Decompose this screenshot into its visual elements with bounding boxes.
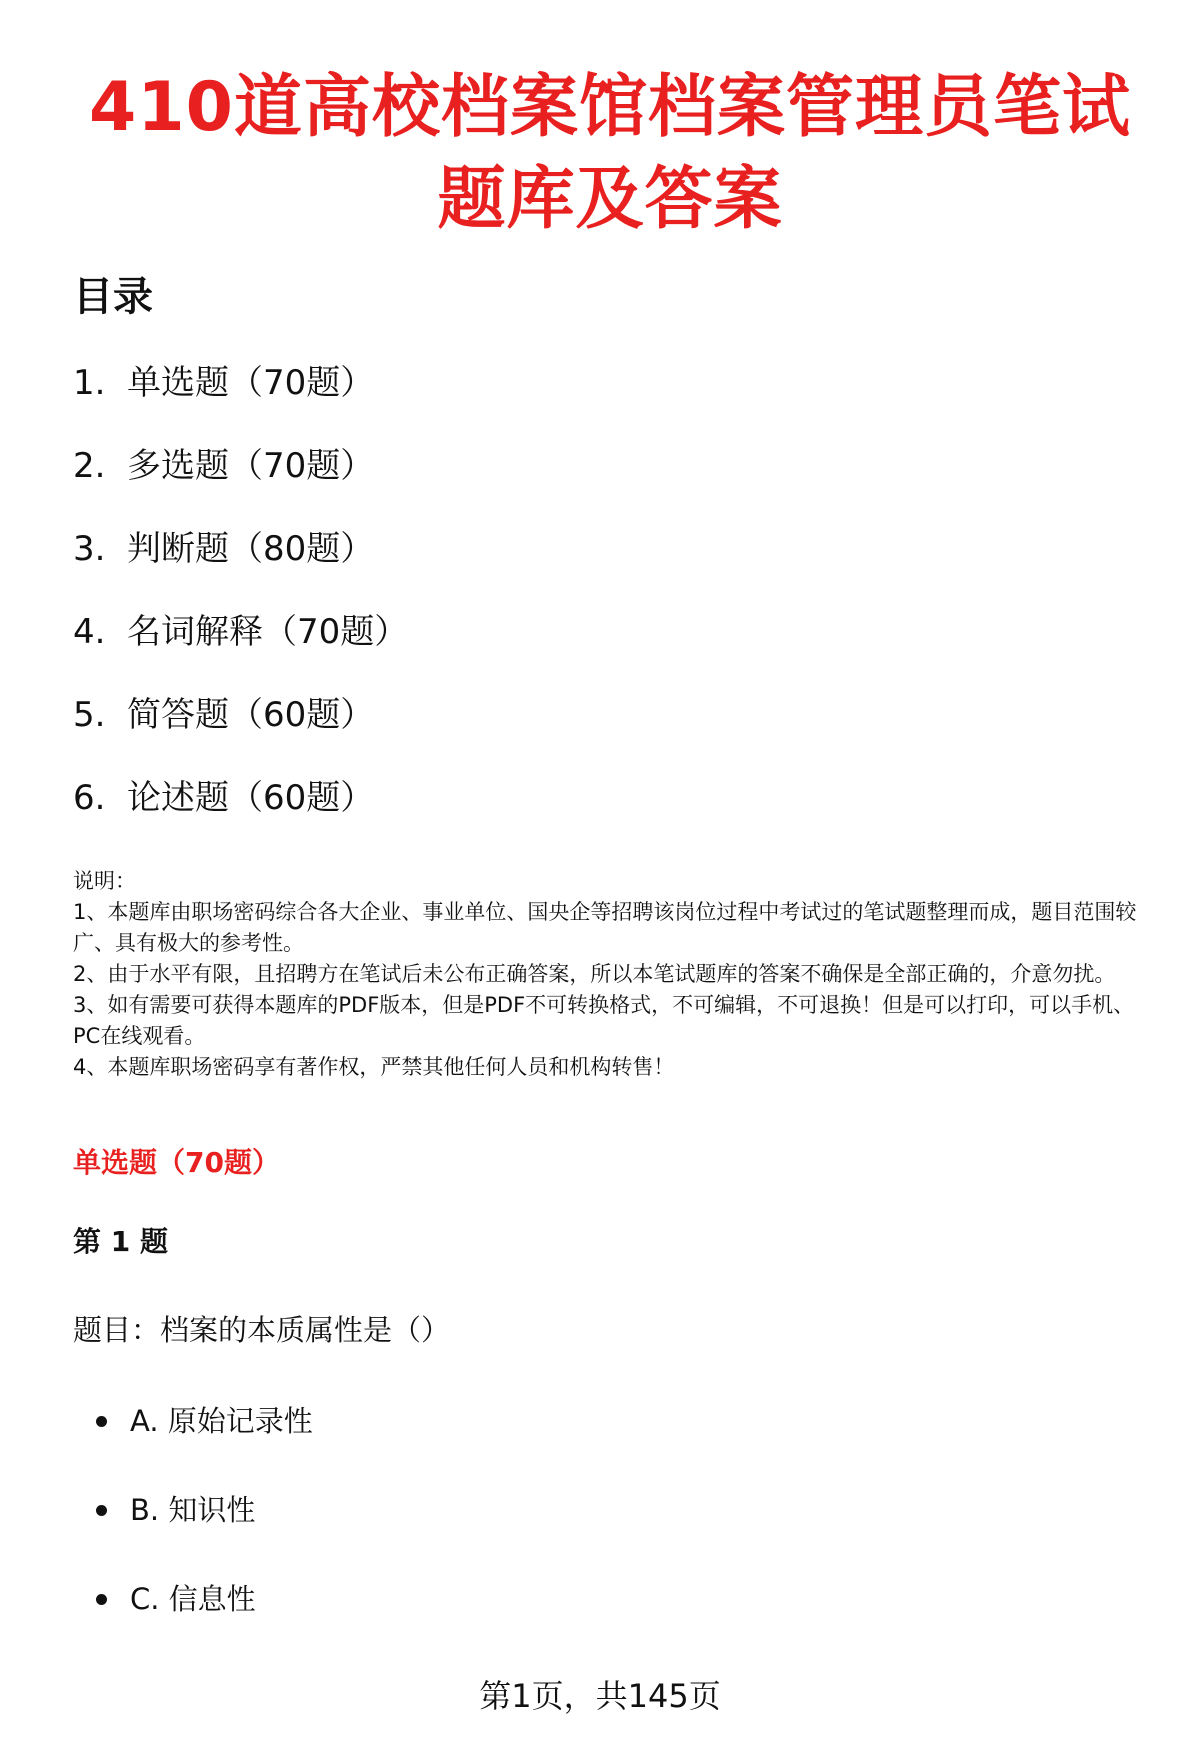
answer-options [96,1401,313,1668]
toc-item-label: 名词解释（70题） [127,612,409,652]
bullet-icon [96,1505,107,1516]
note-line: 3、如有需要可获得本题库的PDF版本，但是PDF不可转换格式，不可编辑，不可退换！但是可以打印，可以手机、PC在线观看。 [73,993,1135,1048]
option-c [96,1579,313,1668]
bullet-icon [96,1416,107,1427]
toc-item-label: 简答题（60题） [127,695,375,735]
toc-item-label: 判断题（80题） [127,529,375,569]
toc-item-multiple-choice [73,445,408,528]
section-heading: 单选题（70题） [73,1146,280,1179]
toc-item-single-choice [73,362,408,445]
bullet-icon [96,1594,107,1605]
toc-item-term-explanation [73,611,408,694]
question-number: 第 1 题 [73,1225,168,1258]
page-title: 410道高校档案馆档案管理员笔试题库及答案 [89,68,1131,239]
toc-item-label: 论述题（60题） [127,778,375,818]
option-label: B. 知识性 [130,1493,256,1527]
toc-item-true-false [73,528,408,611]
note-line: 4、本题库职场密码享有著作权，严禁其他任何人员和机构转售！ [73,1055,675,1079]
toc-item-label: 多选题（70题） [127,446,375,486]
option-label: A. 原始记录性 [130,1404,313,1438]
option-label: C. 信息性 [130,1582,256,1616]
toc-item-label: 单选题（70题） [127,363,375,403]
note-line: 2、由于水平有限，且招聘方在笔试后未公布正确答案，所以本笔试题库的答案不确保是全部正确的，介意勿扰。 [73,962,1116,986]
toc-item-short-answer [73,694,408,777]
toc-item-number: 3. [73,529,106,569]
toc-item-essay [73,777,408,860]
toc-item-number: 4. [73,612,106,652]
table-of-contents [73,362,408,860]
page-footer: 第1页，共145页 [479,1677,721,1715]
option-a [96,1401,313,1490]
toc-item-number: 1. [73,363,106,403]
toc-item-number: 5. [73,695,106,735]
toc-item-number: 2. [73,446,106,486]
notes-heading: 说明： [73,869,136,893]
toc-item-number: 6. [73,778,106,818]
note-line: 1、本题库由职场密码综合各大企业、事业单位、国央企等招聘该岗位过程中考试过的笔试题整理而成，题目范围较广、具有极大的参考性。 [73,900,1137,955]
notes-block [73,866,1158,1083]
option-b [96,1490,313,1579]
toc-heading: 目录 [73,274,153,320]
question-text: 题目：档案的本质属性是（） [73,1313,451,1347]
